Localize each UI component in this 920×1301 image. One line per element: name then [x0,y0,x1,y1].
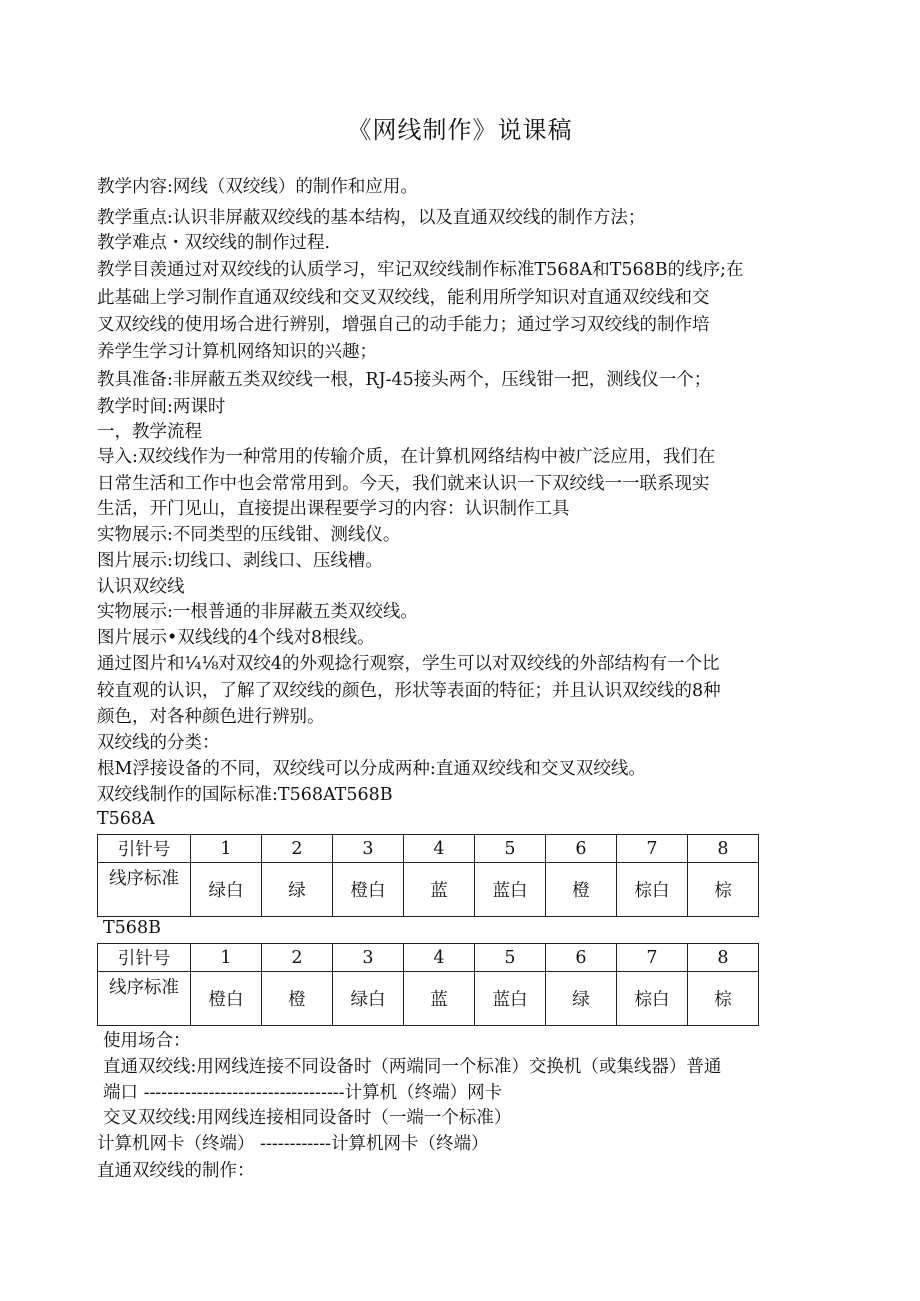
pin-cell: 3 [333,835,404,863]
pin-cell: 5 [475,944,546,972]
text-line: 教学重点:认识非屏蔽双绞线的基本结构，以及直通双绞线的制作方法； [97,208,646,228]
text-line: 日常生活和工作中也会常常用到。今天，我们就来认识一下双绞线一一联系现实 [97,474,710,494]
color-cell: 绿白 [191,863,262,917]
text-line: 双绞线的分类： [97,733,220,753]
text-line: 教具准备:非屏蔽五类双绞线一根，RJ-45接头两个，压线钳一把，测线仪一个； [97,370,712,390]
table-a-label: T568A [97,809,155,829]
pin-cell: 4 [404,944,475,972]
pin-cell: 6 [546,944,617,972]
pin-cell: 1 [191,944,262,972]
page-title: 《网线制作》说课稿 [347,116,573,144]
color-cell: 棕 [688,972,759,1026]
pin-cell: 2 [262,835,333,863]
text-line: 一，教学流程 [97,422,202,442]
color-cell: 蓝 [404,863,475,917]
text-line: 教学内容:网线（双绞线）的制作和应用。 [97,177,418,197]
pin-cell: 4 [404,835,475,863]
pin-cell: 5 [475,835,546,863]
text-line: 使用场合： [103,1031,191,1051]
text-line: 通过图片和¼⅛对双绞4的外观捻行观察，学生可以对双绞线的外部结构有一个比 [97,654,720,674]
color-cell: 橙 [262,972,333,1026]
table-row [98,863,759,917]
color-cell: 绿 [546,972,617,1026]
t568a-table [97,834,759,917]
color-cell: 棕白 [617,972,688,1026]
text-line: 教学目羡通过对双绞线的认质学习，牢记双绞线制作标准T568A和T568B的线序;在 [97,260,744,280]
text-line: 认识双绞线 [97,577,185,597]
table-b-label: T568B [103,918,161,938]
t568b-table [97,943,759,1026]
text-line: 直通双绞线的制作： [97,1161,255,1181]
pin-header-cell: 引针号 [98,944,191,972]
text-line: 直通双绞线:用网线连接不同设备时（两端同一个标准）交换机（或集线器）普通 [103,1057,722,1077]
text-line: 根M浮接设备的不同，双绞线可以分成两种:直通双绞线和交叉双绞线。 [97,759,646,779]
text-line: 实物展示:一根普通的非屏蔽五类双绞线。 [97,602,418,622]
text-line: 交叉双绞线:用网线连接相同设备时（一端一个标准） [103,1108,512,1128]
pin-cell: 7 [617,944,688,972]
color-cell: 橙 [546,863,617,917]
text-line: 实物展示:不同类型的压线钳、测线仪。 [97,525,401,545]
color-cell: 蓝白 [475,863,546,917]
table-row [98,835,759,863]
text-line: 叉双绞线的使用场合进行辨别，增强自己的动手能力；通过学习双绞线的制作培 [97,315,710,335]
color-cell: 橙白 [333,863,404,917]
table-row [98,944,759,972]
text-line: 教学时间:两课时 [97,397,226,417]
text-line: 较直观的认识，了解了双绞线的颜色，形状等表面的特征；并且认识双绞线的8种 [97,681,721,701]
pin-cell: 8 [688,835,759,863]
pin-cell: 2 [262,944,333,972]
color-cell: 蓝 [404,972,475,1026]
color-cell: 棕 [688,863,759,917]
color-cell: 绿 [262,863,333,917]
color-cell: 棕白 [617,863,688,917]
text-line: 图片展示•双线线的4个线对8根线。 [97,628,375,648]
text-line: 端口 ----------------------------------计算机（终端）网卡 [103,1083,503,1103]
color-cell: 蓝白 [475,972,546,1026]
text-line: 养学生学习计算机网络知识的兴趣； [97,342,377,362]
text-line: 生活，开门见山，直接提出课程要学习的内容：认识制作工具 [97,499,570,519]
pin-cell: 6 [546,835,617,863]
text-line: 计算机网卡（终端） ------------计算机网卡（终端） [97,1134,489,1154]
text-line: 教学难点・双绞线的制作过程. [97,233,331,253]
pin-cell: 3 [333,944,404,972]
pin-cell: 7 [617,835,688,863]
text-line: 颜色，对各种颜色进行辨别。 [97,707,325,727]
text-line: 导入:双绞线作为一种常用的传输介质，在计算机网络结构中被广泛应用，我们在 [97,447,716,467]
pin-cell: 8 [688,944,759,972]
pin-cell: 1 [191,835,262,863]
pin-header-cell: 引针号 [98,835,191,863]
standard-header-cell: 线序标准 [98,863,191,917]
standard-header-cell: 线序标准 [98,972,191,1026]
text-line: 图片展示:切线口、剥线口、压线槽。 [97,551,383,571]
text-line: 此基础上学习制作直通双绞线和交叉双绞线，能利用所学知识对直通双绞线和交 [97,288,710,308]
table-row [98,972,759,1026]
text-line: 双绞线制作的国际标准:T568AT568B [97,785,393,805]
color-cell: 橙白 [191,972,262,1026]
color-cell: 绿白 [333,972,404,1026]
